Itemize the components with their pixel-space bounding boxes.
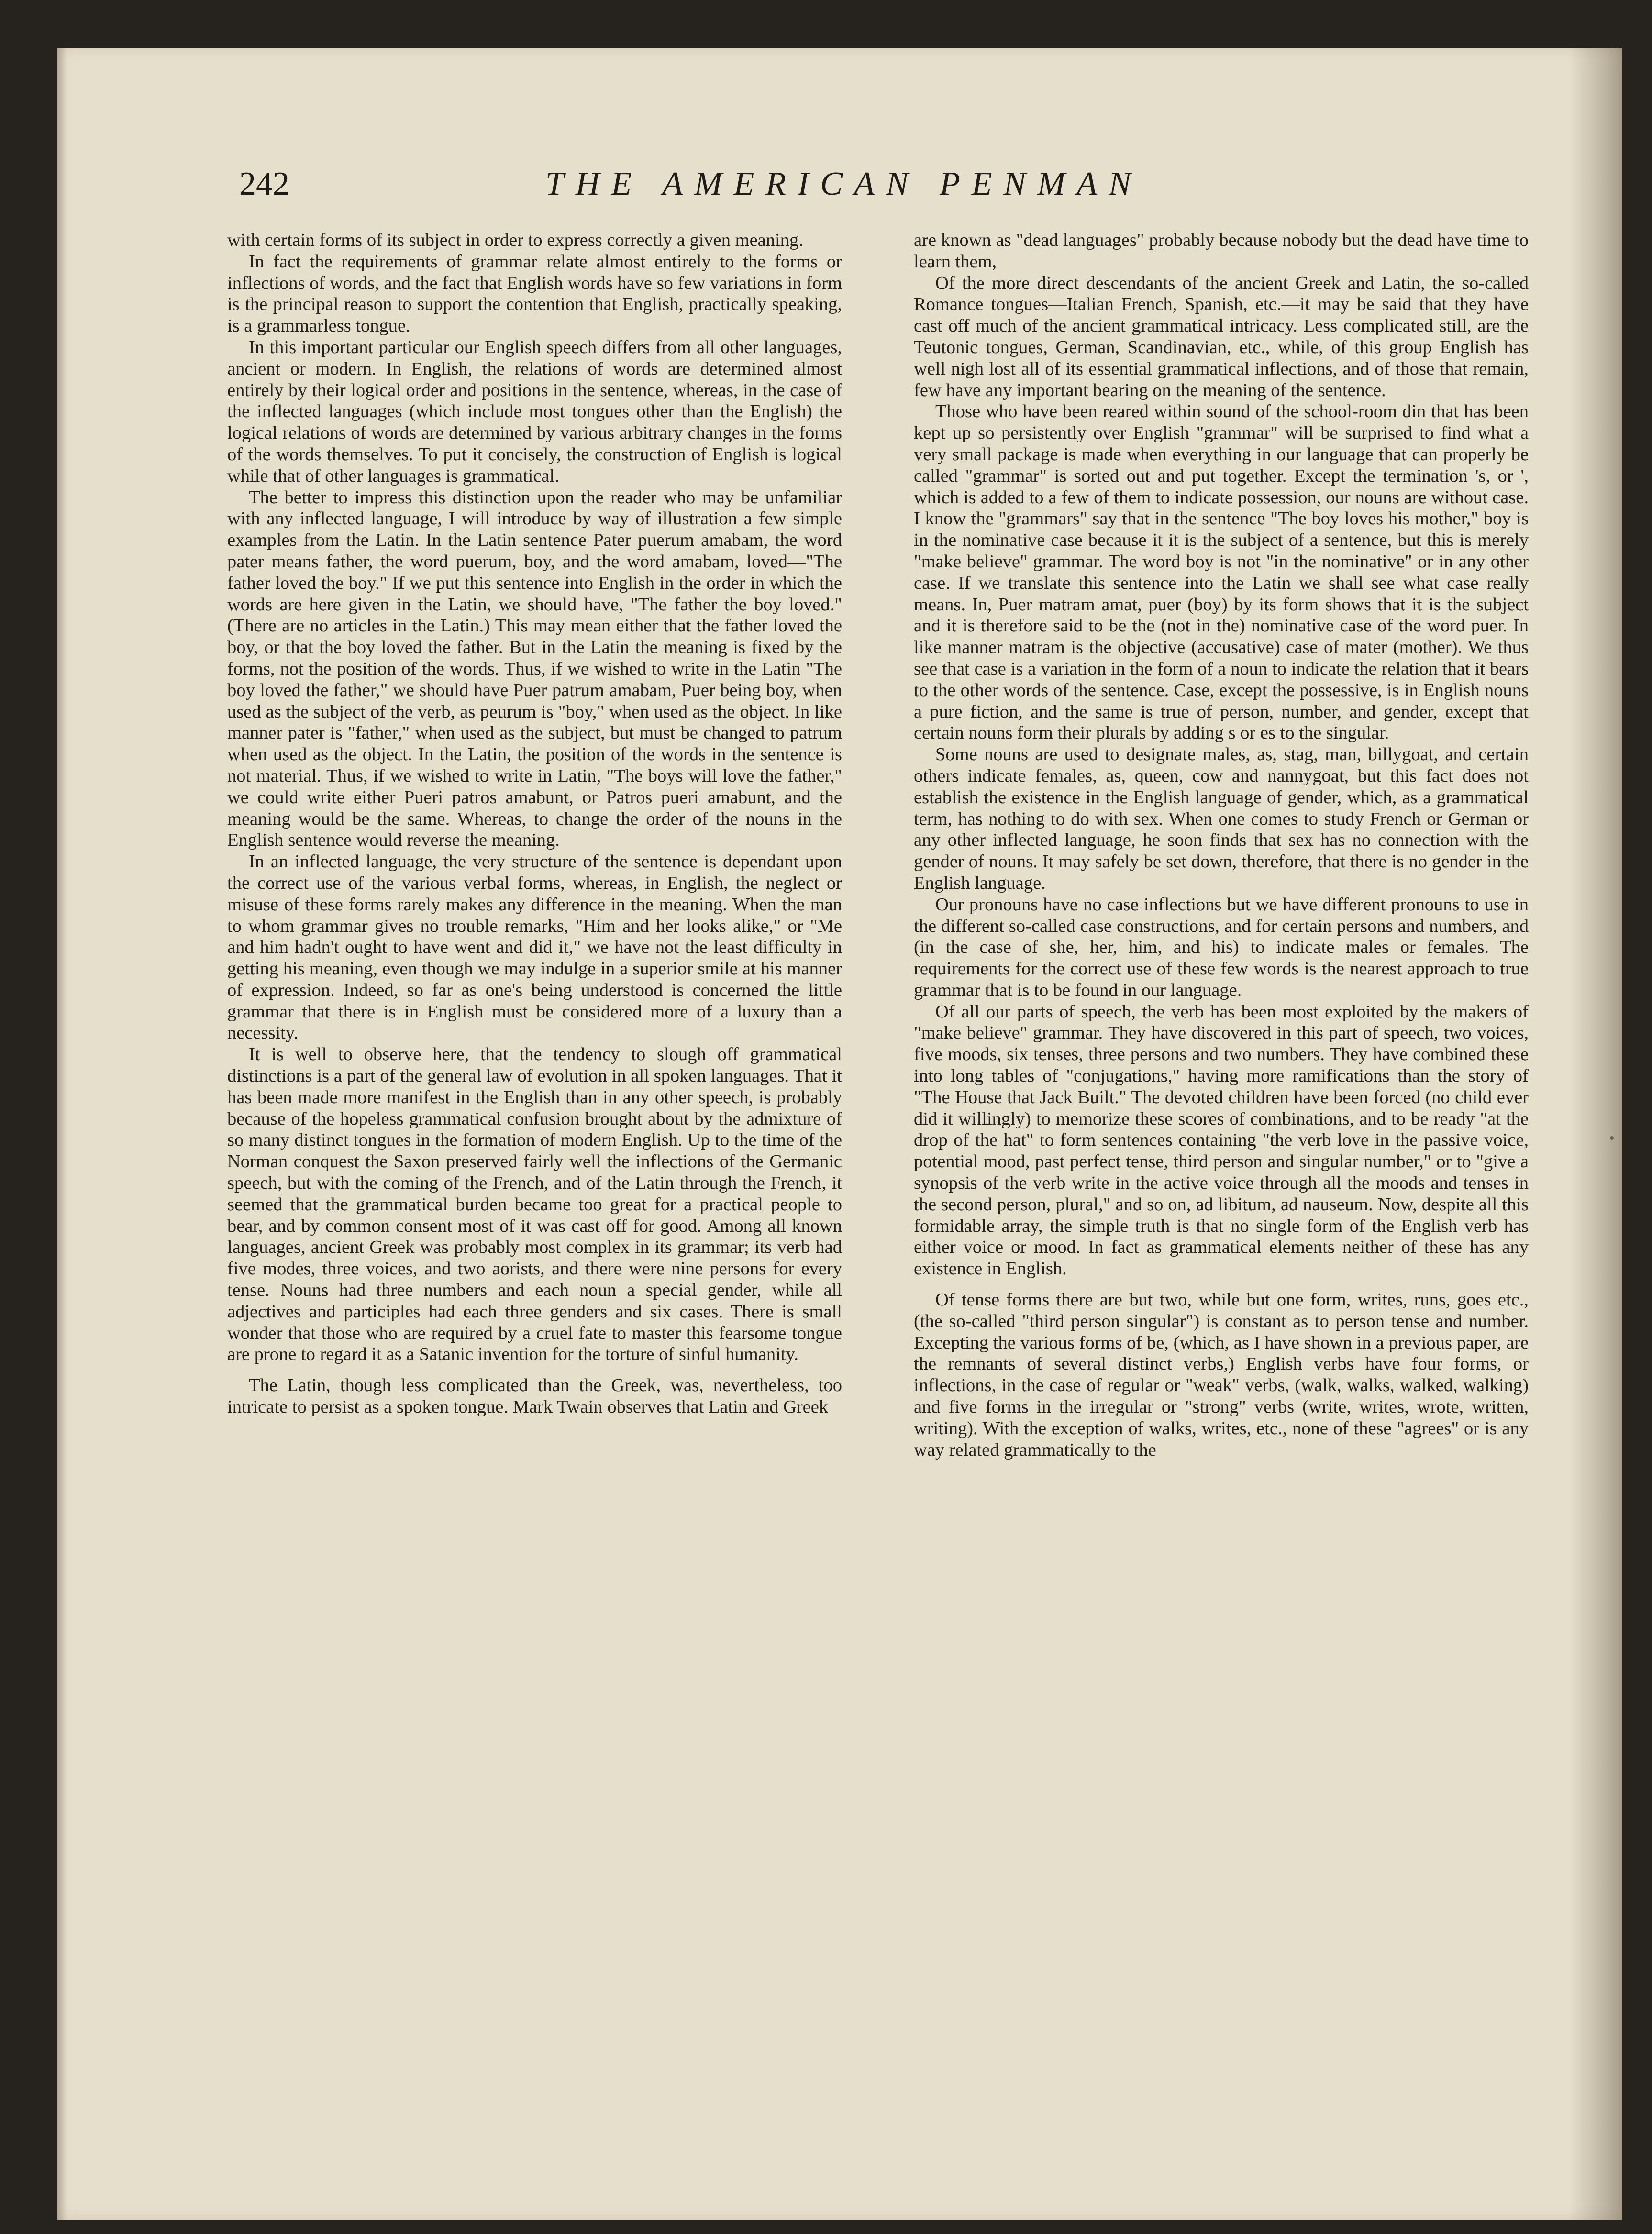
binding-shadow	[1569, 48, 1622, 2220]
margin-dot-mark	[1610, 1136, 1614, 1140]
paragraph: Of all our parts of speech, the verb has been most exploited by the makers of "make believe" grammar. They have discovered in this part of speech, two voices, five moods, six tenses, three persons and two numbers. They have combined these into long tables of "conjugations," having more ramifications than the story of "The House that Jack Built." The devoted children have been forced (no child ever did it willingly) to memorize these scores of combinations, and to be ready "at the drop of the hat" to form sentences containing "the verb love in the passive voice, potential mood, past perfect tense, third person and singular number," or to "give a synopsis of the verb write in the active voice through all the moods and tenses in the second person, plural," and so on, ad libitum, ad nauseum. Now, despite all this formidable array, the simple truth is that no single form of the English verb has either voice or mood. In fact as grammatical elements neither of these has any existence in English.	[914, 1001, 1529, 1279]
running-head: THE AMERICAN PENMAN	[545, 166, 1142, 202]
paragraph: Of the more direct descendants of the ancient Greek and Latin, the so-called Romance tongues—Italian French, Spanish, etc.—it may be said that they have cast off much of the ancient grammatical intricacy. Less complicated still, are the Teutonic tongues, German, Scandinavian, etc., while, of this group English has well nigh lost all of its essential grammatical inflections, and of those that remain, few have any important bearing on the meaning of the sentence.	[914, 273, 1529, 400]
paragraph: It is well to observe here, that the tendency to slough off grammatical distinctions is a part of the general law of evolution in all spoken languages. That it has been made more manifest in the English than in any other speech, is probably because of the hopeless grammatical confusion brought about by the admixture of so many distinct tongues in the formation of modern English. Up to the time of the Norman conquest the Saxon preserved fairly well the inflections of the Germanic speech, but with the coming of the French, and of the Latin through the French, it seemed that the grammatical burden became too great for a practical people to bear, and by common consent most of it was cast off for good. Among all known languages, ancient Greek was probably most complex in its grammar; its verb had five modes, three voices, and two aorists, and there were nine persons for every tense. Nouns had three numbers and each noun a special gender, while all adjectives and participles had each three genders and six cases. There is small wonder that those who are required by a cruel fate to master this fearsome tongue are prone to regard it as a Satanic invention for the torture of sinful humanity.	[227, 1044, 842, 1365]
text-column-left	[227, 230, 842, 1418]
text-column-right	[914, 230, 1529, 1460]
paragraph: The better to impress this distinction upon the reader who may be unfamiliar with any inflected language, I will introduce by way of illustration a few simple examples from the Latin. In the Latin sentence Pater puerum amabam, the word pater means father, the word puerum, boy, and the word amabam, loved—"The father loved the boy." If we put this sentence into English in the order in which the words are here given in the Latin, we should have, "The father the boy loved." (There are no articles in the Latin.) This may mean either that the father loved the boy, or that the boy loved the father. But in the Latin the meaning is fixed by the forms, not the position of the words. Thus, if we wished to write in the Latin "The boy loved the father," we should have Puer patrum amabam, Puer being boy, when used as the subject of the verb, as peurum is "boy," when used as the object. In like manner pater is "father," when used as the subject, but must be changed to patrum when used as the object. In the Latin, the position of the words in the sentence is not material. Thus, if we wished to write in Latin, "The boys will love the father," we could write either Pueri patros amabunt, or Patros pueri amabunt, and the meaning would be the same. Whereas, to change the order of the nouns in the English sentence would reverse the meaning.	[227, 487, 842, 851]
paragraph: In this important particular our English speech differs from all other languages, ancient or modern. In English, the relations of words are determined almost entirely by their logical order and positions in the sentence, whereas, in the case of the inflected languages (which include most tongues other than the English) the logical relations of words are determined by various arbitrary changes in the forms of the words themselves. To put it concisely, the construction of English is logical while that of other languages is grammatical.	[227, 337, 842, 486]
paragraph: The Latin, though less complicated than the Greek, was, nevertheless, too intricate to persist as a spoken tongue. Mark Twain observes that Latin and Greek	[227, 1375, 842, 1417]
paragraph: Those who have been reared within sound of the school-room din that has been kept up so persistently over English "grammar" will be surprised to find what a very small package is made when everything in our language that can properly be called "grammar" is sorted out and put together. Except the termination 's, or ', which is added to a few of them to indicate possession, our nouns are without case. I know the "grammars" say that in the sentence "The boy loves his mother," boy is in the nominative case because it it is the subject of a sentence, but this is merely "make believe" grammar. The word boy is not "in the nominative" or in any other case. If we translate this sentence into the Latin we shall see what case really means. In, Puer matram amat, puer (boy) by its form shows that it is the subject and it is therefore said to be the (not in the) nominative case of the word puer. In like manner matram is the objective (accusative) case of mater (mother). We thus see that case is a variation in the form of a noun to indicate the relation that it bears to the other words of the sentence. Case, except the possessive, is in English nouns a pure fiction, and the same is true of person, number, and gender, except that certain nouns form their plurals by adding s or es to the singular.	[914, 401, 1529, 743]
page-edge-shadow	[57, 48, 67, 2220]
page-number: 242	[239, 166, 289, 202]
paragraph: Some nouns are used to designate males, as, stag, man, billygoat, and certain others indicate females, as, queen, cow and nannygoat, but this fact does not establish the existence in the English language of gender, which, as a grammatical term, has nothing to do with sex. When one comes to study French or German or any other inflected language, he soon finds that sex has no connection with the gender of nouns. It may safely be set down, therefore, that there is no gender in the English language.	[914, 744, 1529, 893]
magazine-page	[57, 48, 1622, 2220]
paragraph: Of tense forms there are but two, while but one form, writes, runs, goes etc., (the so-called "third person singular") is constant as to person tense and number. Excepting the various forms of be, (which, as I have shown in a previous paper, are the remnants of several distinct verbs,) English verbs have four forms, or inflections, in the case of regular or "weak" verbs, (walk, walks, walked, walking) and five forms in the irregular or "strong" verbs (write, writes, wrote, written, writing). With the exception of walks, writes, etc., none of these "agrees" or is any way related grammatically to the	[914, 1290, 1529, 1460]
paragraph: Our pronouns have no case inflections but we have different pronouns to use in the different so-called case constructions, and for certain persons and numbers, and (in the case of she, her, him, and his) to indicate males or females. The requirements for the correct use of these few words is the nearest approach to true grammar that is to be found in our language.	[914, 894, 1529, 1000]
paragraph: with certain forms of its subject in order to express correctly a given meaning.	[227, 230, 803, 250]
paragraph: In an inflected language, the very structure of the sentence is dependant upon the correct use of the various verbal forms, whereas, in English, the neglect or misuse of these forms rarely makes any difference in the meaning. When the man to whom grammar gives no trouble remarks, "Him and her looks alike," or "Me and him hadn't ought to have went and did it," we have not the least difficulty in getting his meaning, even though we may indulge in a superior smile at his manner of expression. Indeed, so far as one's being understood is concerned the little grammar that there is in English must be considered more of a luxury than a necessity.	[227, 852, 842, 1043]
paragraph: In fact the requirements of grammar relate almost entirely to the forms or inflections of words, and the fact that English words have so few variations in form is the principal reason to support the contention that English, practically speaking, is a grammarless tongue.	[227, 251, 842, 336]
paragraph: are known as "dead languages" probably because nobody but the dead have time to learn them,	[914, 230, 1529, 272]
